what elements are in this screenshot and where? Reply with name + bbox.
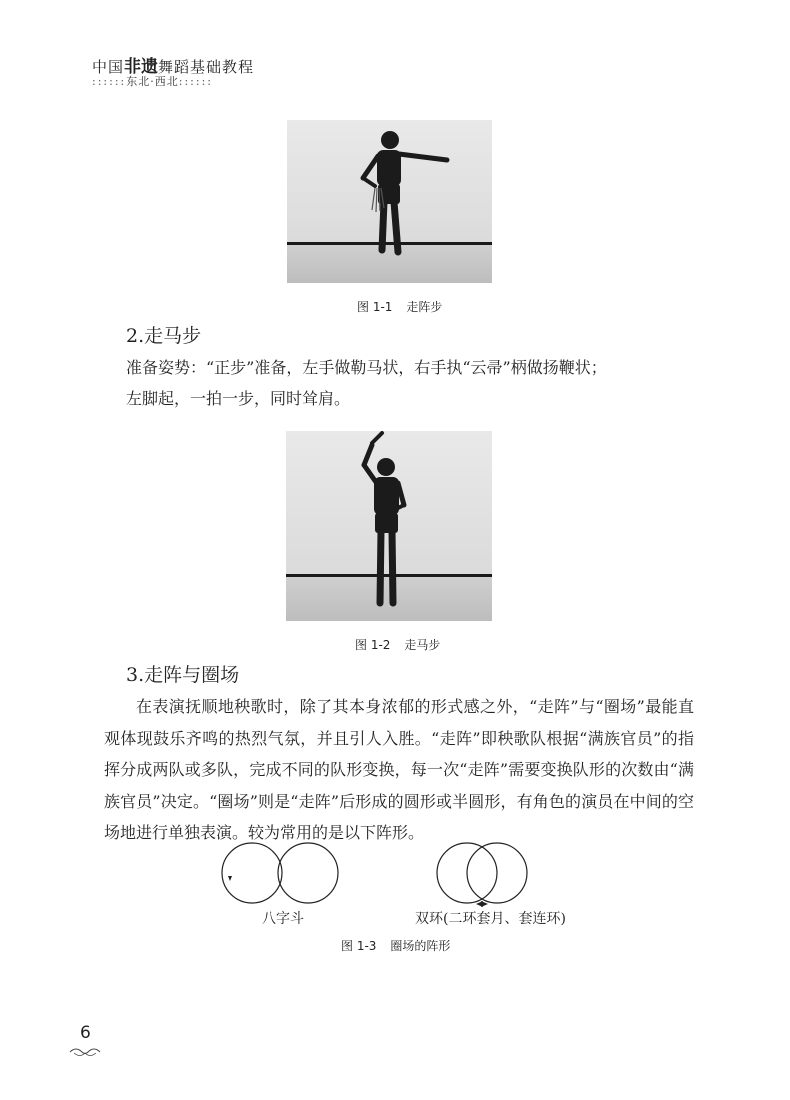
section-2-line-1: 准备姿势：“正步”准备，左手做勒马状，右手执“云帚”柄做扬鞭状； [126,358,607,377]
arrow-icon [228,876,232,881]
figure-eight-right-circle [278,843,338,903]
section-2-line-2: 左脚起，一拍一步，同时耸肩。 [126,389,351,408]
book-title: 中国非遗舞蹈基础教程 [92,57,255,77]
ornament-icon [68,1046,102,1058]
figure-2-caption: 图 1-2 走马步 [355,638,441,652]
figure-1-caption: 图 1-1 走阵步 [357,300,443,314]
figure-3-diagram [0,832,790,932]
page-number: 6 [80,1023,91,1043]
section-3-paragraph: 在表演抚顺地秧歌时，除了其本身浓郁的形式感之外，“走阵”与“圈场”最能直观体现鼓乐齐鸣的热烈气氛，并且引人入胜。“走阵”即秧歌队根据“满族官员”的指挥分成两队或多队，完成不同的队形变换，每一次“走阵”需要变换队形的次数由“满族官员”决定。“圈场”则是“走阵”后形成的圆形或半圆形，有角色的演员在中间的空场地进行单独表演。较为常用的是以下阵形。 [104,697,694,842]
figure-1-photo [287,120,492,283]
dancer-figure [286,431,492,621]
dancer-figure [287,120,492,283]
figure-eight-left-circle [222,843,282,903]
figure-3-caption: 图 1-3 圈场的阵形 [341,939,451,953]
section-2-heading: 2.走马步 [126,325,202,347]
book-title-art-characters: 非遗 [124,57,159,77]
figure-3-label-2: 双环(二环套月、套连环) [415,911,566,927]
book-subtitle: ::::::东北·西北:::::: [92,75,213,88]
section-3-heading: 3.走阵与圈场 [126,664,240,686]
figure-2-photo [286,431,492,621]
figure-3-label-1: 八字斗 [262,911,304,927]
